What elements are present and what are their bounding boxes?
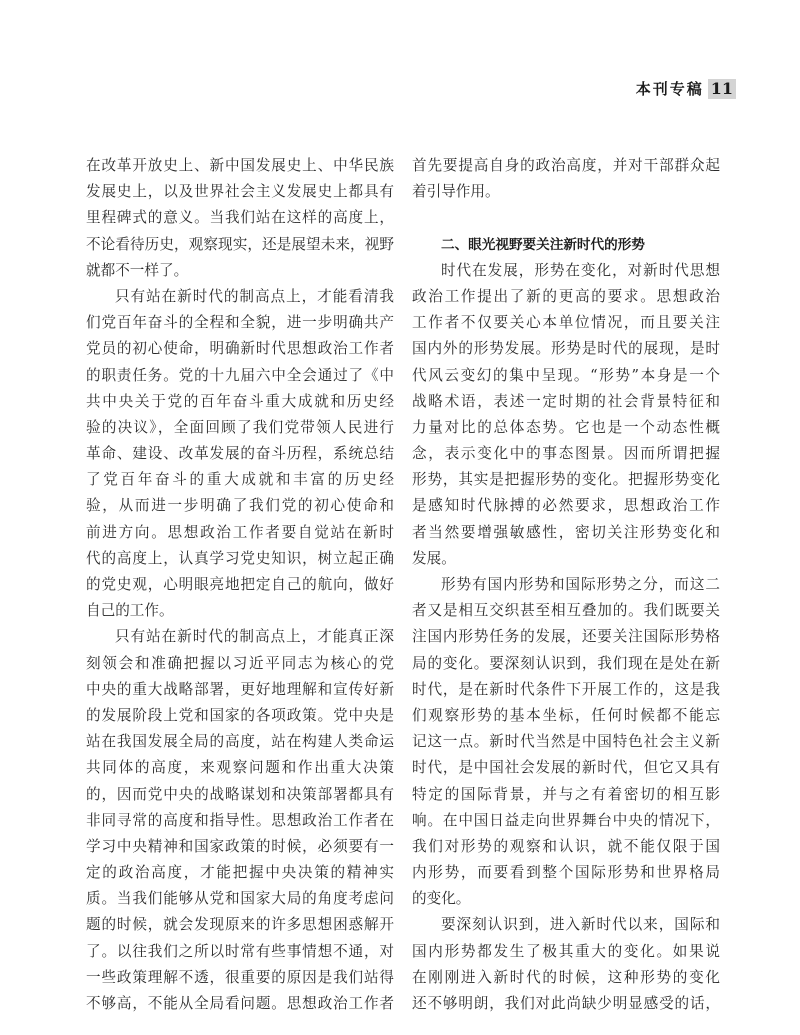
text-line: 们党百年奋斗的全程和全貌，进一步明确共产 [86, 314, 394, 332]
text-line: 力量对比的总体态势。它也是一个动态性概 [412, 418, 720, 436]
text-line: 特定的国际背景，并与之有着密切的相互影 [412, 785, 720, 803]
text-line: 在改革开放史上、新中国发展史上、中华民族 [86, 157, 394, 174]
text-line: 一些政策理解不透，很重要的原因是我们站得 [86, 968, 394, 986]
text-line: 首先要提高自身的政治高度，并对干部群众起 [412, 157, 720, 174]
text-line: 代风云变幻的集中呈现。“形势”本身是一个 [412, 366, 720, 384]
text-line: 中央的重大战略部署，更好地理解和宣传好新 [86, 680, 394, 698]
text-line: 定的政治高度，才能把握中央决策的精神实 [86, 864, 394, 882]
text-line: 局的变化。要深刻认识到，我们现在是处在新 [412, 654, 720, 672]
text-line: 前进方向。思想政治工作者要自觉站在新时 [86, 523, 394, 541]
text-line: 刻领会和准确把握以习近平同志为核心的党 [86, 654, 394, 672]
text-line: 响。在中国日益走向世界舞台中央的情况下， [412, 811, 720, 829]
text-line: 者当然要增强敏感性，密切关注形势变化和 [412, 523, 720, 541]
text-line: 了。以往我们之所以时常有些事情想不通，对 [86, 942, 394, 960]
paragraph-first-line: 只有站在新时代的制高点上，才能真正深 [115, 628, 394, 646]
text-line: 验的决议》，全面回顾了我们党带领人民进行 [86, 418, 394, 436]
text-line: 验，从而进一步明确了我们党的初心使命和 [86, 497, 394, 515]
text-line: 发展。 [412, 549, 456, 567]
paragraph-first-line: 要深刻认识到，进入新时代以来，国际和 [441, 916, 720, 934]
text-line: 党员的初心使命，明确新时代思想政治工作者 [86, 340, 394, 358]
left-column [86, 153, 394, 1017]
paragraph-first-line: 时代在发展，形势在变化，对新时代思想 [441, 261, 720, 279]
text-line: 发展史上，以及世界社会主义发展史上都具有 [86, 183, 394, 201]
text-line: 政治工作提出了新的更高的要求。思想政治 [412, 287, 720, 305]
text-line: 质。当我们能够从党和国家大局的角度考虑问 [86, 890, 394, 908]
text-line: 们观察形势的基本坐标，任何时候都不能忘 [412, 706, 720, 724]
text-line: 的变化。 [412, 890, 471, 908]
section-title: 本刊专稿 [635, 80, 704, 98]
text-line: 我们对形势的观察和认识，就不能仅限于国 [412, 837, 720, 855]
text-line: 者又是相互交织甚至相互叠加的。我们既要关 [412, 602, 720, 620]
text-line: 非同寻常的高度和指导性。思想政治工作者在 [86, 811, 394, 829]
text-line: 革命、建设、改革发展的奋斗历程，系统总结 [86, 445, 394, 463]
text-line: 国内形势都发生了极其重大的变化。如果说 [412, 942, 720, 960]
page-number: 11 [708, 79, 736, 99]
right-column [412, 153, 720, 1017]
text-line: 自己的工作。 [86, 602, 174, 620]
text-line: 题的时候，就会发现原来的许多思想困惑解开 [86, 916, 394, 934]
text-line: 了党百年奋斗的重大成就和丰富的历史经 [86, 471, 394, 489]
text-line: 时代，是在新时代条件下开展工作的，这是我 [412, 680, 720, 698]
paragraph-first-line: 形势有国内形势和国际形势之分，而这二 [441, 576, 720, 593]
text-line: 的党史观，心明眼亮地把定自己的航向，做好 [86, 576, 394, 593]
paragraph-spacer [412, 205, 720, 231]
text-line: 记这一点。新时代当然是中国特色社会主义新 [412, 733, 720, 751]
text-line: 注国内形势任务的发展，还要关注国际形势格 [412, 628, 720, 646]
text-line: 共中央关于党的百年奋斗重大成就和历史经 [86, 392, 394, 410]
text-line: 不够高，不能从全局看问题。思想政治工作者 [86, 995, 394, 1012]
text-line: 就都不一样了。 [86, 261, 189, 279]
text-line: 时代，是中国社会发展的新时代，但它又具有 [412, 759, 720, 777]
text-line: 还不够明朗，我们对此尚缺少明显感受的话， [412, 995, 720, 1012]
text-line: 不论看待历史，观察现实，还是展望未来，视野 [86, 235, 394, 253]
text-line: 站在我国发展全局的高度，站在构建人类命运 [86, 733, 394, 751]
page-header [636, 78, 736, 99]
text-line: 的发展阶段上党和国家的各项政策。党中央是 [86, 706, 394, 724]
text-line: 的，因而党中央的战略谋划和决策部署都具有 [86, 785, 394, 803]
text-line: 战略术语，表述一定时期的社会背景特征和 [412, 392, 720, 410]
text-line: 国内外的形势发展。形势是时代的展现，是时 [412, 340, 720, 358]
text-line: 学习中央精神和国家政策的时候，必须要有一 [86, 837, 394, 855]
text-line: 念，表示变化中的事态图景。因而所谓把握 [412, 445, 720, 463]
text-line: 的职责任务。党的十九届六中全会通过了《中 [86, 366, 394, 384]
text-line: 在刚刚进入新时代的时候，这种形势的变化 [412, 968, 720, 986]
text-line: 着引导作用。 [412, 183, 500, 201]
text-line: 里程碑式的意义。当我们站在这样的高度上， [86, 209, 394, 227]
text-line: 共同体的高度，来观察问题和作出重大决策 [86, 759, 394, 777]
text-line: 形势，其实是把握形势的变化。把握形势变化 [412, 471, 720, 489]
text-line: 代的高度上，认真学习党史知识，树立起正确 [86, 549, 394, 567]
section-heading: 二、眼光视野要关注新时代的形势 [441, 236, 645, 253]
text-line: 工作者不仅要关心本单位情况，而且要关注 [412, 314, 720, 332]
text-line: 内形势，而要看到整个国际形势和世界格局 [412, 864, 720, 882]
text-line: 是感知时代脉搏的必然要求，思想政治工作 [412, 497, 720, 515]
paragraph-first-line: 只有站在新时代的制高点上，才能看清我 [115, 287, 394, 305]
